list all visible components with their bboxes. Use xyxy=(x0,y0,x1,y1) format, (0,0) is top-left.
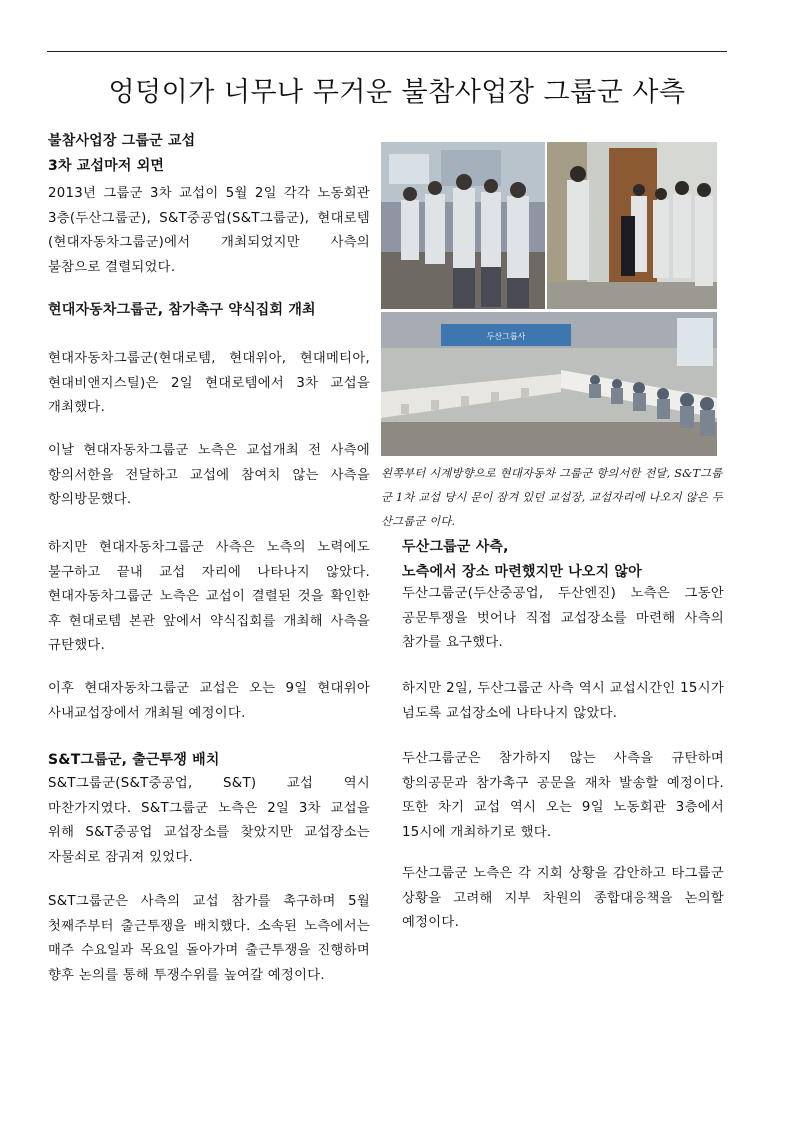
page-title: 엉덩이가 너무나 무거운 불참사업장 그룹군 사측 xyxy=(108,77,686,108)
section2-heading: 현대자동차그룹군, 참가촉구 약식집회 개최 xyxy=(48,302,316,318)
section4-paragraph-2: 하지만 2일, 두산그룹군 사측 역시 교섭시간인 15시가 넘도록 교섭장소에 나타나지 않았다. xyxy=(402,681,724,721)
photo-collage-graphic xyxy=(381,142,717,456)
photo-locked-door xyxy=(547,142,717,309)
section2-paragraph-4: 이후 현대자동차그룹군 교섭은 오는 9일 현대위아 사내교섭장에서 개최될 예정이다. xyxy=(48,681,370,721)
section2-paragraph-2: 이날 현대자동차그룹군 노측은 교섭개최 전 사측에 항의서한을 전달하고 교섭에 참여치 않는 사측을 항의방문했다. xyxy=(48,443,370,507)
photo-letter-handover xyxy=(381,142,545,309)
section4-heading-line1: 두산그룹군 사측, xyxy=(402,539,509,555)
section4-heading-line2: 노측에서 장소 마련했지만 나오지 않아 xyxy=(402,563,642,580)
banner-text: 두산그룹사 xyxy=(486,332,526,341)
top-rule xyxy=(47,51,727,52)
section4-paragraph-1: 두산그룹군(두산중공업, 두산엔진) 노측은 그동안 공문투쟁을 벗어나 직접 교섭장소를 마련해 사측의 참가를 요구했다. xyxy=(402,586,724,650)
section4-heading xyxy=(402,535,724,584)
section2-paragraph-1: 현대자동차그룹군(현대로템, 현대위아, 현대메티아, 현대비앤지스틸)은 2일 현대로템에서 3차 교섭을 개최했다. xyxy=(48,351,370,415)
photo-empty-room xyxy=(381,312,717,456)
section3-paragraph-2: S&T그룹군은 사측의 교섭 참가를 촉구하며 5월 첫째주부터 출근투쟁을 배치했다. 소속된 노측에서는 매주 수요일과 목요일 돌아가며 출근투쟁을 진행하며 향후 논의를 통해 투쟁수위를 높여갈 예정이다. xyxy=(48,894,370,983)
section1-heading-line2: 3차 교섭마저 외면 xyxy=(48,157,165,174)
section4-paragraph-3: 두산그룹군은 참가하지 않는 사측을 규탄하며 항의공문과 참가촉구 공문을 재차 발송할 예정이다. 또한 차기 교섭 역시 오는 9일 노동회관 3층에서 15시에 개최하기로 했다. xyxy=(402,751,724,840)
section3-paragraph-1: S&T그룹군(S&T중공업, S&T) 교섭 역시 마찬가지였다. S&T그룹군 노측은 2일 3차 교섭을 위해 S&T중공업 교섭장소를 찾았지만 교섭장소는 자물쇠로 잠궈져 있었다. xyxy=(48,776,370,865)
section1-paragraph: 2013년 그룹군 3차 교섭이 5월 2일 각각 노동회관 3층(두산그룹군), S&T중공업(S&T그룹군), 현대로템(현대자동차그룹군)에서 개최되었지만 사측의 불참으로 결렬되었다. xyxy=(48,186,370,275)
photo-caption: 왼쪽부터 시계방향으로 현대자동차 그룹군 항의서한 전달, S&T그룹군 1차 교섭 당시 문이 잠겨 있던 교섭장, 교섭자리에 나오지 않은 두산그룹군 이다. xyxy=(381,467,723,528)
photo-collage xyxy=(381,142,717,456)
section1-heading xyxy=(48,129,368,178)
section2-paragraph-3: 하지만 현대자동차그룹군 사측은 노측의 노력에도 불구하고 끝내 교섭 자리에 나타나지 않았다. 현대자동차그룹군 노측은 교섭이 결렬된 것을 확인한 후 현대로템 본관 앞에서 약식집회를 개최해 사측을 규탄했다. xyxy=(48,540,370,653)
section3-heading: S&T그룹군, 출근투쟁 배치 xyxy=(48,752,220,768)
section1-heading-line1: 불참사업장 그룹군 교섭 xyxy=(48,133,196,149)
section4-paragraph-4: 두산그룹군 노측은 각 지회 상황을 감안하고 타그룹군 상황을 고려해 지부 차원의 종합대응책을 논의할 예정이다. xyxy=(402,866,724,930)
